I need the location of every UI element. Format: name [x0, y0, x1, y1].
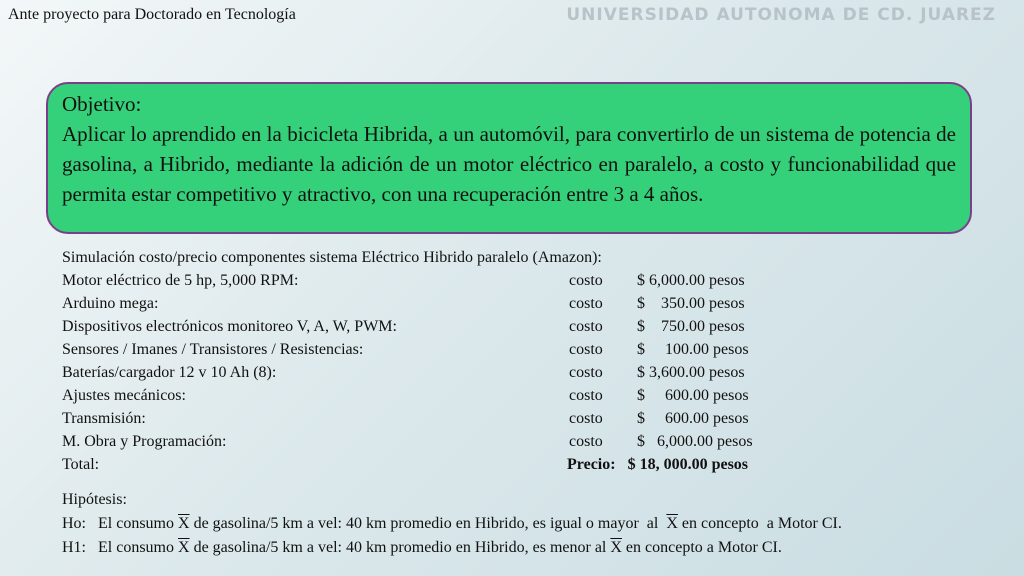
cost-item: M. Obra y Programación:: [62, 433, 227, 450]
cost-amount: $ 350.00 pesos: [637, 295, 745, 312]
cost-label: costo: [569, 433, 603, 450]
cost-amount: $ 100.00 pesos: [637, 341, 749, 358]
cost-row: [62, 361, 822, 384]
hypothesis-section: [62, 488, 842, 560]
cost-amount: $ 6,000.00 pesos: [637, 433, 753, 450]
h1-mid: de gasolina/5 km a vel: 40 km promedio en Hibrido, es menor al: [189, 539, 611, 556]
cost-row: [62, 430, 822, 453]
cost-label: costo: [569, 387, 603, 404]
cost-list: [62, 246, 822, 476]
total-label: Total:: [62, 456, 100, 473]
hypothesis-h0: [62, 512, 842, 536]
x-bar-symbol: $\overline{X}$: [610, 539, 622, 556]
cost-amount: $ 600.00 pesos: [637, 410, 749, 427]
cost-row: [62, 269, 822, 292]
cost-row: [62, 315, 822, 338]
cost-label: costo: [569, 272, 603, 289]
cost-label: costo: [569, 364, 603, 381]
university-name: UNIVERSIDAD AUTONOMA DE CD. JUAREZ: [566, 5, 996, 25]
cost-amount: $ 3,600.00 pesos: [637, 364, 745, 381]
cost-row: [62, 292, 822, 315]
header-title: Ante proyecto para Doctorado en Tecnología: [8, 6, 296, 23]
total-row: [62, 453, 822, 476]
h0-mid: de gasolina/5 km a vel: 40 km promedio en Hibrido, es igual o mayor al: [189, 515, 667, 532]
cost-item: Dispositivos electrónicos monitoreo V, A, W, PWM:: [62, 318, 397, 335]
hypothesis-h1: [62, 536, 842, 560]
cost-list-title: Simulación costo/precio componentes sistema Eléctrico Hibrido paralelo (Amazon):: [62, 249, 602, 266]
cost-label: costo: [569, 295, 603, 312]
objective-text: Aplicar lo aprendido en la bicicleta Hibrida, a un automóvil, para convertirlo de un sistema de potencia de gasolina, a Hibrido, mediante la adición de un motor eléctrico en paralelo, a costo y funcionabilidad que permita estar competitivo y atractivo, con una recuperación entre 3 a 4 años.: [62, 122, 956, 206]
x-bar-symbol: $\overline{X}$: [666, 515, 678, 532]
x-bar-symbol: $\overline{X}$: [178, 515, 190, 532]
total-price: Precio: $ 18, 000.00 pesos: [567, 456, 749, 473]
cost-row: [62, 384, 822, 407]
h0-prefix: Ho: El consumo: [62, 515, 178, 532]
cost-item: Sensores / Imanes / Transistores / Resistencias:: [62, 341, 364, 358]
cost-amount: $ 750.00 pesos: [637, 318, 745, 335]
cost-row: [62, 338, 822, 361]
cost-label: costo: [569, 318, 603, 335]
hypothesis-title: Hipótesis:: [62, 491, 127, 508]
cost-row: [62, 407, 822, 430]
h1-prefix: H1: El consumo: [62, 539, 178, 556]
cost-amount: $ 6,000.00 pesos: [637, 272, 745, 289]
h1-suffix: en concepto a Motor CI.: [621, 539, 782, 556]
objective-box: [46, 82, 972, 234]
cost-amount: $ 600.00 pesos: [637, 387, 749, 404]
cost-item: Arduino mega:: [62, 295, 159, 312]
cost-label: costo: [569, 341, 603, 358]
objective-title: Objetivo:: [62, 92, 142, 116]
cost-item: Ajustes mecánicos:: [62, 387, 186, 404]
cost-label: costo: [569, 410, 603, 427]
cost-item: Baterías/cargador 12 v 10 Ah (8):: [62, 364, 277, 381]
cost-item: Motor eléctrico de 5 hp, 5,000 RPM:: [62, 272, 299, 289]
cost-item: Transmisión:: [62, 410, 146, 427]
h0-suffix: en concepto a Motor CI.: [677, 515, 842, 532]
x-bar-symbol: $\overline{X}$: [178, 539, 190, 556]
